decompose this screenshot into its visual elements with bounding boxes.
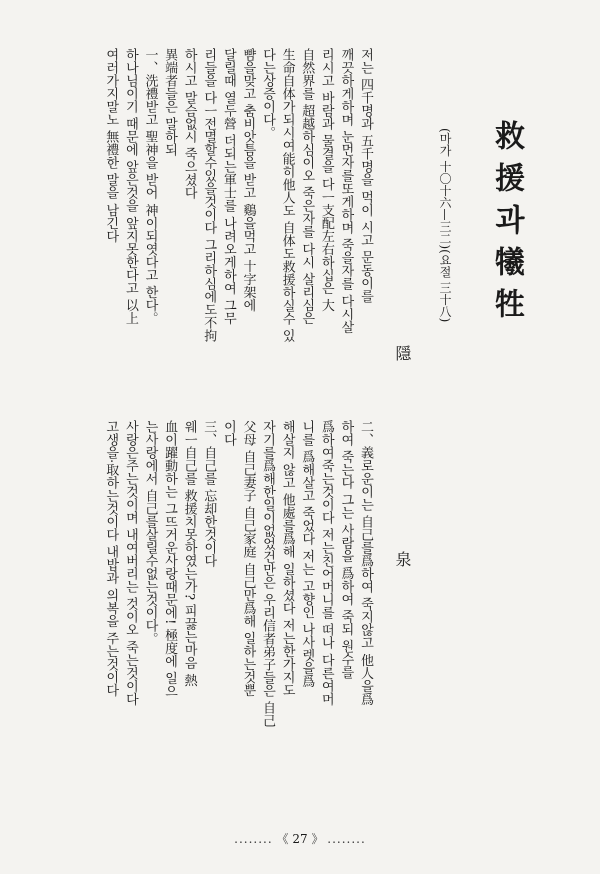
text-column: 사랑은주는것이며 내여버리는 것이오 죽는것이다 — [122, 420, 138, 706]
text-column: 여러가지말노 無禮한 말을 남긴다 — [103, 48, 119, 243]
text-column: 父母 自己妻子 自己家庭 自己만爲해 일하는것뿐 — [240, 420, 256, 697]
article-title: 救援과犧牲 — [489, 120, 524, 330]
text-column: 달릴때 열두營 더되는軍士를 나려오게하여 그무 — [220, 48, 236, 325]
page-number — [0, 830, 600, 847]
text-column: 다는상증이다。 — [260, 48, 276, 139]
text-column: 리들을 다ㅡ전멸할수있을것이다 그리하심에도不拘 — [201, 48, 217, 343]
text-block-left — [30, 48, 375, 808]
text-column: 깨끗하게하며 눈먼자를또게하며 죽을자를 다시살 — [338, 48, 354, 334]
text-column: 爲하여죽는것이다 저는친어머니를 떠나 다른여머 — [318, 420, 334, 706]
scripture-reference: (마가 十〇十六—三二)(요절 三十八) — [438, 128, 452, 323]
page-number-open-bracket: 《 — [276, 832, 293, 846]
text-column: 하시고 말슴없시 죽으셨다 — [181, 48, 197, 200]
page-number-value: 27 — [292, 832, 308, 846]
leader-dots: ........ — [327, 832, 366, 846]
text-column: 二、義로운이는 自己를爲하여 죽지않고 他人을爲 — [358, 420, 373, 706]
text-column: 三、自己를 忘却한것이다 — [201, 420, 217, 568]
text-column: 자기를爲해한일이없었건만은 우리信者弟子들은 自己 — [260, 420, 276, 728]
text-column: 저는 四千명과 五千명을 먹이 시고 문동이를 — [358, 48, 373, 303]
leader-dots: ........ — [234, 832, 273, 846]
text-column: 一、洗禮받고 聖神을 받어 神이되엿다고 한다。 — [142, 48, 158, 325]
text-column: 고생을·取하는것이다 내밥과 의복을 주는것이다 — [103, 420, 119, 697]
text-column: 하나님이기 때문에 앞은것을 앞지못한다고 以上 — [122, 48, 138, 325]
text-column: 니를 爲해살고 죽었다 저는 고향인 나사렛을爲 — [299, 420, 315, 688]
text-column: 自然界를 超越하심이오 죽은자를 다시 살리심은 — [299, 48, 315, 325]
page-number-close-bracket: 》 — [311, 832, 324, 846]
text-column: 하여 죽는다 그는 사람을 爲하여 죽되 원수를 — [338, 420, 354, 679]
text-column: 異端者들은 말하되 — [162, 48, 178, 157]
text-column: 리시고 바람과 물결을 다ㅡ支配左右하십은 大 — [318, 48, 334, 312]
author-name: 隱泉 — [393, 345, 412, 757]
text-column: 血이躍動하는 그뜨거운사랑때문에! 極度에 일으 — [162, 420, 178, 698]
text-column: 는사랑에서 自己를살릴수없는것이다。 — [142, 420, 158, 646]
text-column: 웨ㅡ自己를 救援치못하였는가? 피끓는마음 熱 — [181, 420, 197, 687]
text-column: 뺨을맞고 춤비앗틈을 받고 鷄을먹고 十字架에 — [240, 48, 256, 312]
text-column: 해살지 않고 他處를爲해 일하셨다 저는한가지도 — [279, 420, 295, 697]
text-column: 生命自体가되시여能히他人도 自体도救援하실수 있 — [279, 48, 295, 343]
text-column: 이다 — [220, 420, 236, 446]
